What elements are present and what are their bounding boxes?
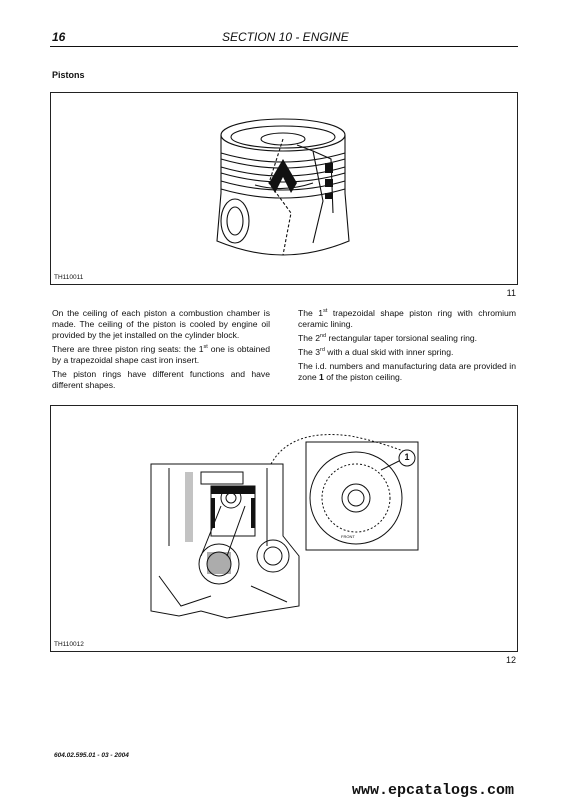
figure-11-code: TH110011 bbox=[54, 274, 84, 281]
page-number: 16 bbox=[52, 30, 66, 44]
callout-label: 1 bbox=[404, 452, 410, 462]
left-paragraph-3: The piston rings have different functions and have different shapes. bbox=[52, 369, 270, 390]
figure-11-number: 11 bbox=[506, 288, 516, 298]
piston-illustration bbox=[51, 93, 517, 284]
left-paragraph-2: There are three piston ring seats: the 1st one is obtained by a trapezoidal shape cast iron insert. bbox=[52, 344, 270, 365]
left-text-column bbox=[52, 308, 270, 394]
engine-section-illustration bbox=[51, 406, 517, 651]
right-paragraph-4: The i.d. numbers and manufacturing data are provided in zone 1 of the piston ceiling. bbox=[298, 361, 516, 382]
front-label: FRONT bbox=[341, 534, 355, 539]
figure-12-frame bbox=[50, 405, 518, 652]
section-heading: Pistons bbox=[52, 70, 85, 80]
header-rule bbox=[50, 46, 518, 47]
figure-12-code: TH110012 bbox=[54, 641, 84, 648]
section-title-header: SECTION 10 - ENGINE bbox=[222, 30, 349, 44]
figure-11-frame bbox=[50, 92, 518, 285]
right-paragraph-1: The 1st trapezoidal shape piston ring with chromium ceramic lining. bbox=[298, 308, 516, 329]
document-code: 604.02.595.01 - 03 - 2004 bbox=[54, 752, 129, 759]
right-paragraph-2: The 2nd rectangular taper torsional sealing ring. bbox=[298, 333, 478, 343]
right-paragraph-3: The 3rd with a dual skid with inner spring. bbox=[298, 347, 454, 357]
watermark-link[interactable]: www.epcatalogs.com bbox=[352, 782, 515, 799]
figure-12-number: 12 bbox=[505, 655, 516, 665]
right-text-column bbox=[298, 308, 516, 386]
left-paragraph-1: On the ceiling of each piston a combustion chamber is made. The ceiling of the piston is cooled by engine oil provided by the jet installed on the cylinder block. bbox=[52, 308, 270, 340]
